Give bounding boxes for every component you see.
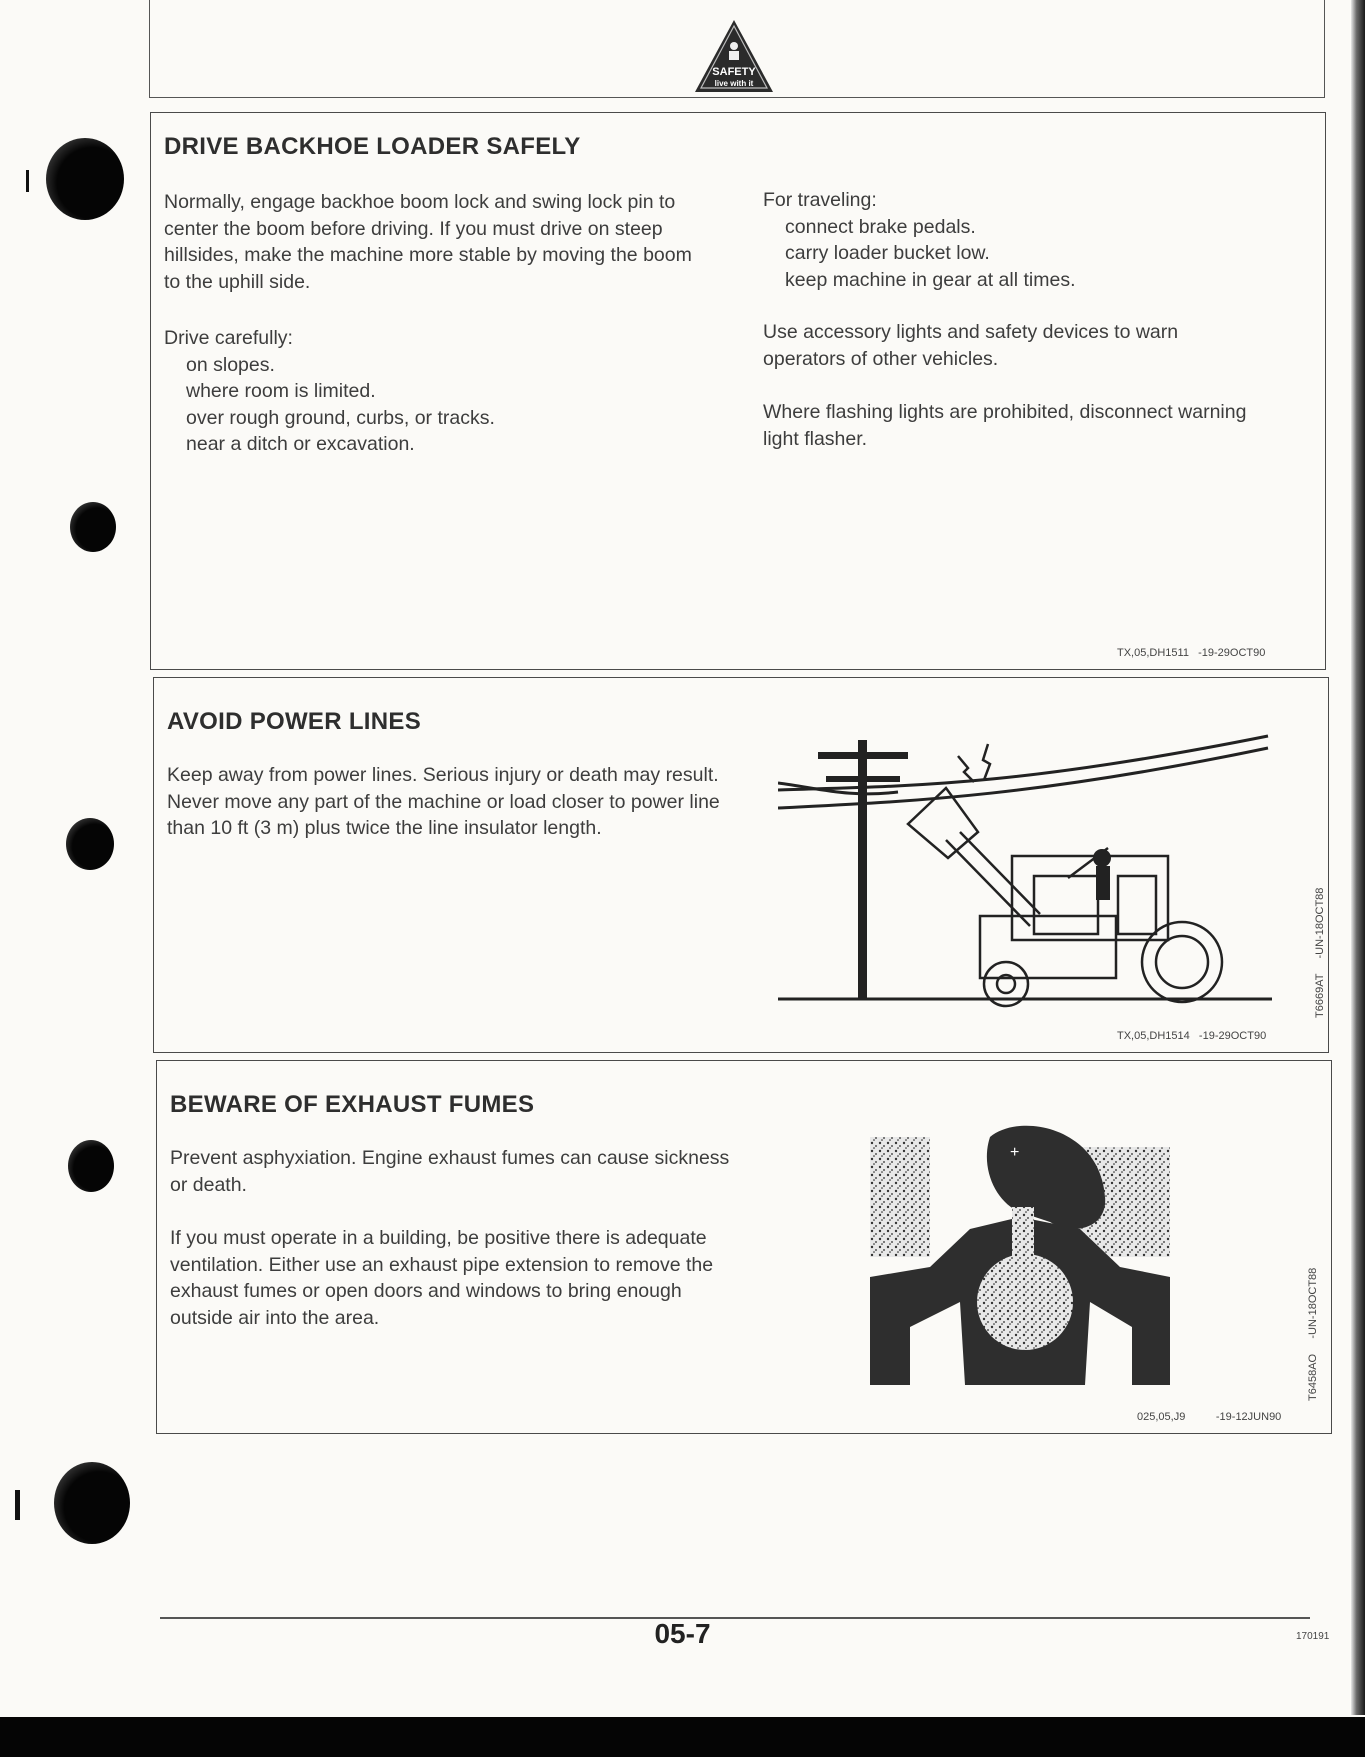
section-paragraph: If you must operate in a building, be positive there is adequate ventilation. Either use an exhaust pipe extension to remove the exhaust fumes or open doors and windows to bring enough outside air into the area. — [170, 1227, 714, 1329]
section-title: DRIVE BACKHOE LOADER SAFELY — [164, 133, 581, 160]
list-heading: Drive carefully: — [164, 327, 293, 349]
section-paragraph: Where flashing lights are prohibited, disconnect warning light flasher. — [763, 401, 1247, 450]
exhaust-fumes-hazard-illustration — [870, 1117, 1170, 1397]
binder-hole — [66, 818, 114, 870]
list-item: near a ditch or excavation. — [186, 433, 415, 455]
list-heading: For traveling: — [763, 189, 877, 211]
binder-hole — [46, 138, 124, 220]
binder-hole — [70, 502, 116, 552]
section-paragraph: Normally, engage backhoe boom lock and swing lock pin to center the boom before driving. If you must drive on steep hillsides, make the machine more stable by moving the boom to the uphill side. — [164, 191, 692, 293]
list-item: carry loader bucket low. — [785, 242, 990, 264]
binder-hole — [68, 1140, 114, 1192]
section-avoid-power-lines — [153, 677, 1329, 1053]
drive-carefully-list — [164, 325, 704, 458]
section-drive-backhoe — [150, 112, 1326, 670]
list-item: over rough ground, curbs, or tracks. — [186, 406, 495, 429]
page-edge-shadow — [1351, 0, 1365, 1715]
svg-text:live with it: live with it — [714, 79, 754, 88]
list-item: where room is limited. — [186, 380, 376, 402]
binder-mark — [15, 1490, 20, 1520]
traveling-list — [763, 187, 1283, 293]
page-number: 05-7 — [654, 1618, 711, 1649]
binder-hole — [54, 1462, 130, 1544]
scan-bottom-edge — [0, 1717, 1365, 1757]
section-title: AVOID POWER LINES — [167, 708, 422, 735]
safety-logo — [693, 18, 775, 94]
image-code: T6458AO -UN-18OCT88 — [1307, 1267, 1319, 1401]
reference-code: TX,05,DH1514 -19-29OCT90 — [1117, 1030, 1267, 1042]
list-item: on slopes. — [186, 353, 275, 376]
reference-code: TX,05,DH1511 -19-29OCT90 — [1117, 647, 1266, 659]
section-paragraph: Keep away from power lines. Serious injury or death may result. Never move any part of the machine or load closer to power line than 10 ft (3 m) plus twice the line insulator length. — [167, 764, 720, 839]
image-code: T6669AT -UN-18OCT88 — [1314, 887, 1326, 1018]
svg-text:+: + — [1010, 1144, 1020, 1161]
svg-text:SAFETY: SAFETY — [712, 66, 756, 78]
section-exhaust-fumes — [156, 1060, 1332, 1434]
section-title: BEWARE OF EXHAUST FUMES — [170, 1091, 535, 1118]
section-paragraph: Prevent asphyxiation. Engine exhaust fumes can cause sickness or death. — [170, 1147, 730, 1196]
power-line-hazard-illustration — [778, 728, 1278, 1008]
binder-mark — [26, 170, 29, 192]
list-item: connect brake pedals. — [785, 215, 976, 238]
reference-code: 025,05,J9 -19-12JUN90 — [1137, 1411, 1282, 1423]
document-code: 170191 — [1296, 1631, 1330, 1642]
list-item: keep machine in gear at all times. — [785, 268, 1076, 291]
section-paragraph: Use accessory lights and safety devices to warn operators of other vehicles. — [763, 321, 1179, 370]
